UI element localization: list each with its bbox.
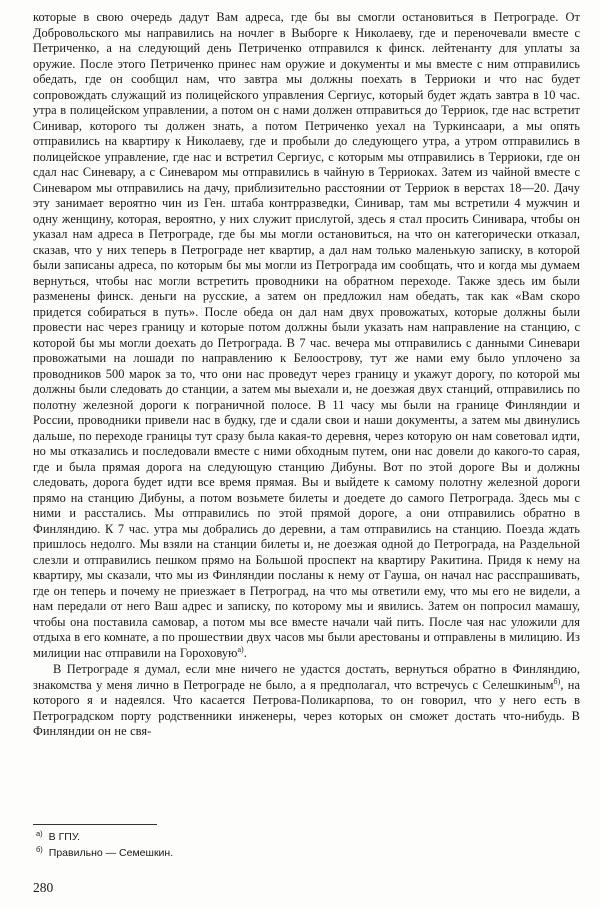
footnote-divider	[33, 824, 157, 825]
footnote-mark-b: б)	[36, 844, 43, 854]
footnote-ref-b: б)	[553, 676, 561, 686]
body-text	[33, 10, 580, 740]
paragraph-2-text: В Петрограде я думал, если мне ничего не удастся достать, вернуться обратно в Финляндию, знакомства у меня лично в Петрограде не было, а я предполагал, что встречусь с Селешкиным	[33, 662, 580, 692]
footnotes	[36, 829, 536, 861]
footnote-text-a: В ГПУ.	[48, 831, 81, 843]
paragraph-2-end: , на которого я и надеялся. Что касается Петрова-Поликарпова, то он говорил, что у него есть в Петроградском порту родственники инженеры, через которых он сможет достать что-нибудь. В Финляндии он не свя-	[33, 677, 580, 738]
paragraph-1-end: .	[243, 645, 247, 660]
footnote-text-b: Правильно — Семешкин.	[48, 847, 174, 859]
footnote-mark-a: а)	[36, 828, 43, 838]
footnote-a	[36, 829, 536, 845]
footnote-b	[36, 845, 536, 861]
footnote-ref-a: а)	[237, 644, 244, 654]
paragraph-2	[33, 662, 580, 740]
paragraph-1-text: которые в свою очередь дадут Вам адреса, где бы вы смогли остановиться в Петрограде. От Добровольского мы направились на ночлег в Выборге к Николаеву, где и переночевали вместе с Петриченко, а на следующий день Петриченко отправился к финск. лейтенанту для уплаты за оружие. После этого Петриченко принес нам оружие и документы и мы вместе с ним отправились обедать, где он сообщил нам, что завтра мы должны поехать в Терриоки и что нас будет сопровождать служащий из полицейского управления Сергиус, который будет ждать завтра в 10 час. утра в полицейском управлении, а потом он с нами должен отправиться до Терриок, где нас встретит Синивар, которого ты должен знать, а потом Петриченко уехал на Туркинсаари, а мы опять отправились на квартиру к Николаеву, где и пробыли до следующего утра, а утром отправились в полицейское управление, где нас и встретил Сергиус, с которым мы отправились в Терриоки, где он сдал нас Синевару, а с Синеваром мы отправились в чайную в Терриоках. Затем из чайной вместе с Синеваром мы отправились на дачу, приблизительно расстоянии от Терриок в верстах 18—20. Дачу эту занимает вероятно чин из Ген. штаба контрразведки, Синивар, там мы встретили 4 мужчин и одну женщину, которая, вероятно, у них служит прислугой, здесь я стал просить Синивара, чтобы он указал нам адреса в Петрограде, где бы мы могли остановиться, на что он категорически отказал, сказав, что у них теперь в Петрограде нет квартир, а дал нам только маленькую записку, в которой были записаны адреса, по которым бы мы могли из Петрограда им сообщать, что и когда мы думаем вернуться, чтобы нас могли встретить проводники на обратном переходе. Также здесь им были разменены финск. деньги на русские, а затем он предложил нам обедать, так как «Вам скоро придется собираться в путь». После обеда он дал нам двух провожатых, которые должны были провести нас через границу и которые потом должны были указать нам направление на станцию, с которой бы мы могли доехать до Петрограда. В 7 час. вечера мы отправились с данными Синевари провожатыми на лошади по направлению к Белоострову, тут же нами ему было уплочено за проводников 500 марок за то, что они нас проведут через границу и укажут дорогу, по которой мы должны были следовать до станции, а затем мы выехали и, не доезжая двух станций, отправились по полотну железной дороги к пограничной полосе. В 11 часу мы были на границе Финляндии и России, проводники привели нас в будку, где и сдали свои и наши документы, а затем мы двинулись дальше, по переходе границы тут сразу была какая-то деревня, через которую он нам советовал идти, но мы отказались и последовали вместе с ними обходным путем, они нас довели до какого-то сарая, где и была прямая дорога на следующую станцию Дибуны. Вот по этой дороге Вы и должны следовать, дорога будет идти все время прямая. Вы и выйдете к самому полотну железной дороги прямо на станцию Дибуны, а потом возьмете билеты и доедете до самого Петрограда. Здесь мы с ними и расстались. Мы отправились по этой прямой дороге, а они отправились обратно в Финляндию. К 7 час. утра мы добрались до деревни, а там отправились на станцию. Поезда ждать пришлось недолго. Мы взяли на станции билеты и, не доезжая одной до Петрограда, на Раздельной слезли и отправились пешком прямо на Большой проспект на квартиру Ракитина. Придя к нему на квартиру, мы сказали, что мы из Финляндии посланы к нему от Гауша, он начал нас расспрашивать, где он теперь и почему не приезжает в Петроград, на что мы ответили ему, что мы его не видели, а нам передали от него Ваш адрес и записку, по которому мы и явились. Затем он попросил мамашу, чтобы она поставила самовар, а потом мы все вместе начали чай пить. После чая нас уложили для отдыха в его комнате, а по прошествии двух часов мы были арестованы и отправлены в милицию. Из милиции нас отправили на Гороховую	[33, 10, 580, 660]
page-number: 280	[33, 880, 54, 895]
paragraph-1	[33, 10, 580, 661]
